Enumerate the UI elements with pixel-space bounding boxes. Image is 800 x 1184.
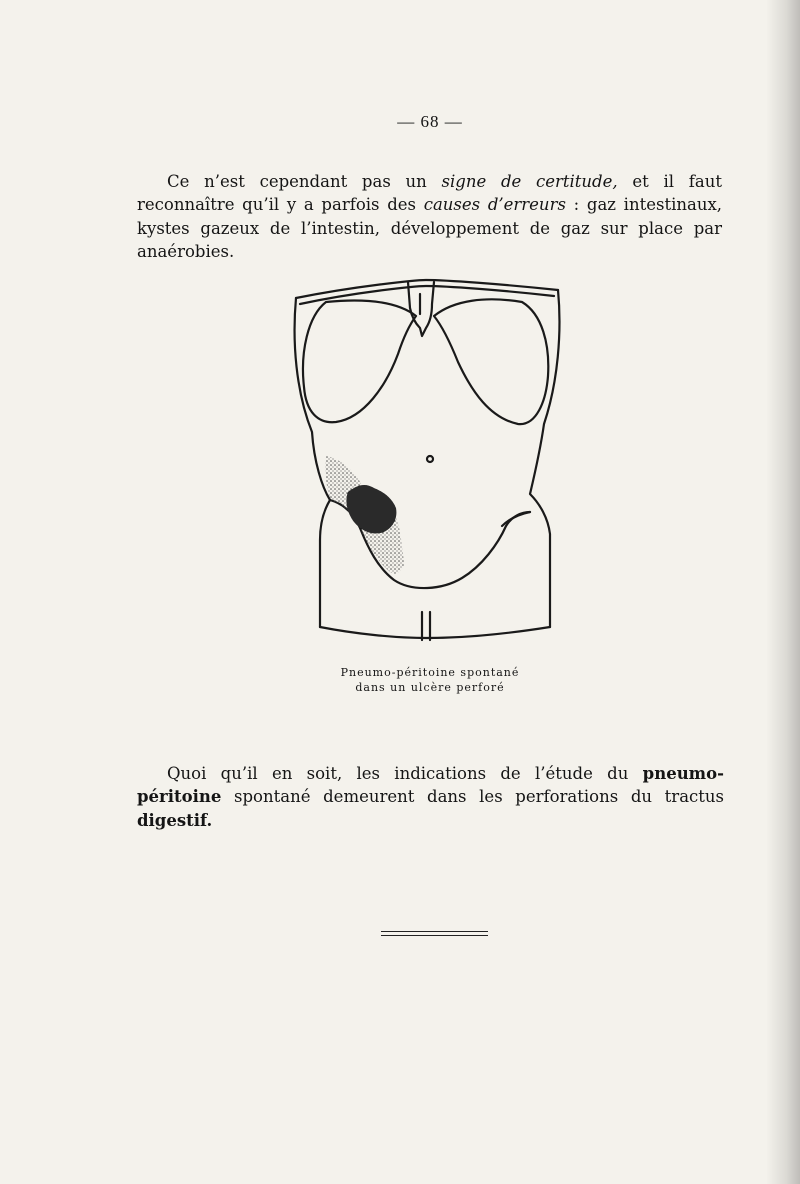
torso-diagram: [286, 272, 566, 648]
paragraph-1-italic-b: causes d’erreurs: [423, 195, 566, 214]
left-lung: [303, 301, 416, 423]
end-rule: [381, 931, 488, 936]
left-body-outline: [295, 298, 330, 627]
shoulder-outline: [296, 280, 558, 298]
bottom-outline: [320, 627, 550, 638]
caption-line-2: dans un ulcère perforé: [355, 681, 505, 694]
paragraph-2-text-a: Quoi qu’il en soit, les indications de l’étude du: [167, 763, 643, 783]
paragraph-1-text-a: Ce n’est cependant pas un: [167, 171, 442, 191]
paragraph-2: [137, 762, 724, 833]
paragraph-1-italic-a: signe de certitude,: [441, 171, 618, 191]
navel: [427, 456, 433, 462]
paragraph-2-text-b: spontané demeurent dans les perforations du tractus: [221, 787, 724, 806]
caption-line-1: Pneumo-péritoine spontané: [340, 666, 520, 679]
paragraph-2-bold-b: digestif.: [137, 810, 213, 830]
paragraph-1: [137, 170, 722, 264]
paragraph-2-bold-a: pneumo-péritoine: [137, 763, 724, 806]
gas-shadow-dense: [346, 485, 396, 534]
page-number: — 68 —: [397, 112, 463, 131]
figure-caption: [0, 665, 800, 695]
paragraph-1-text-c: : gaz intestinaux, kystes gazeux de l’intestin, développement de gaz sur place par anaérobies.: [137, 195, 722, 261]
right-lung: [434, 299, 548, 424]
paragraph-1-text-b: et il faut reconnaître qu’il y a parfois des: [137, 171, 722, 214]
page-edge-shadow: [766, 0, 800, 1184]
